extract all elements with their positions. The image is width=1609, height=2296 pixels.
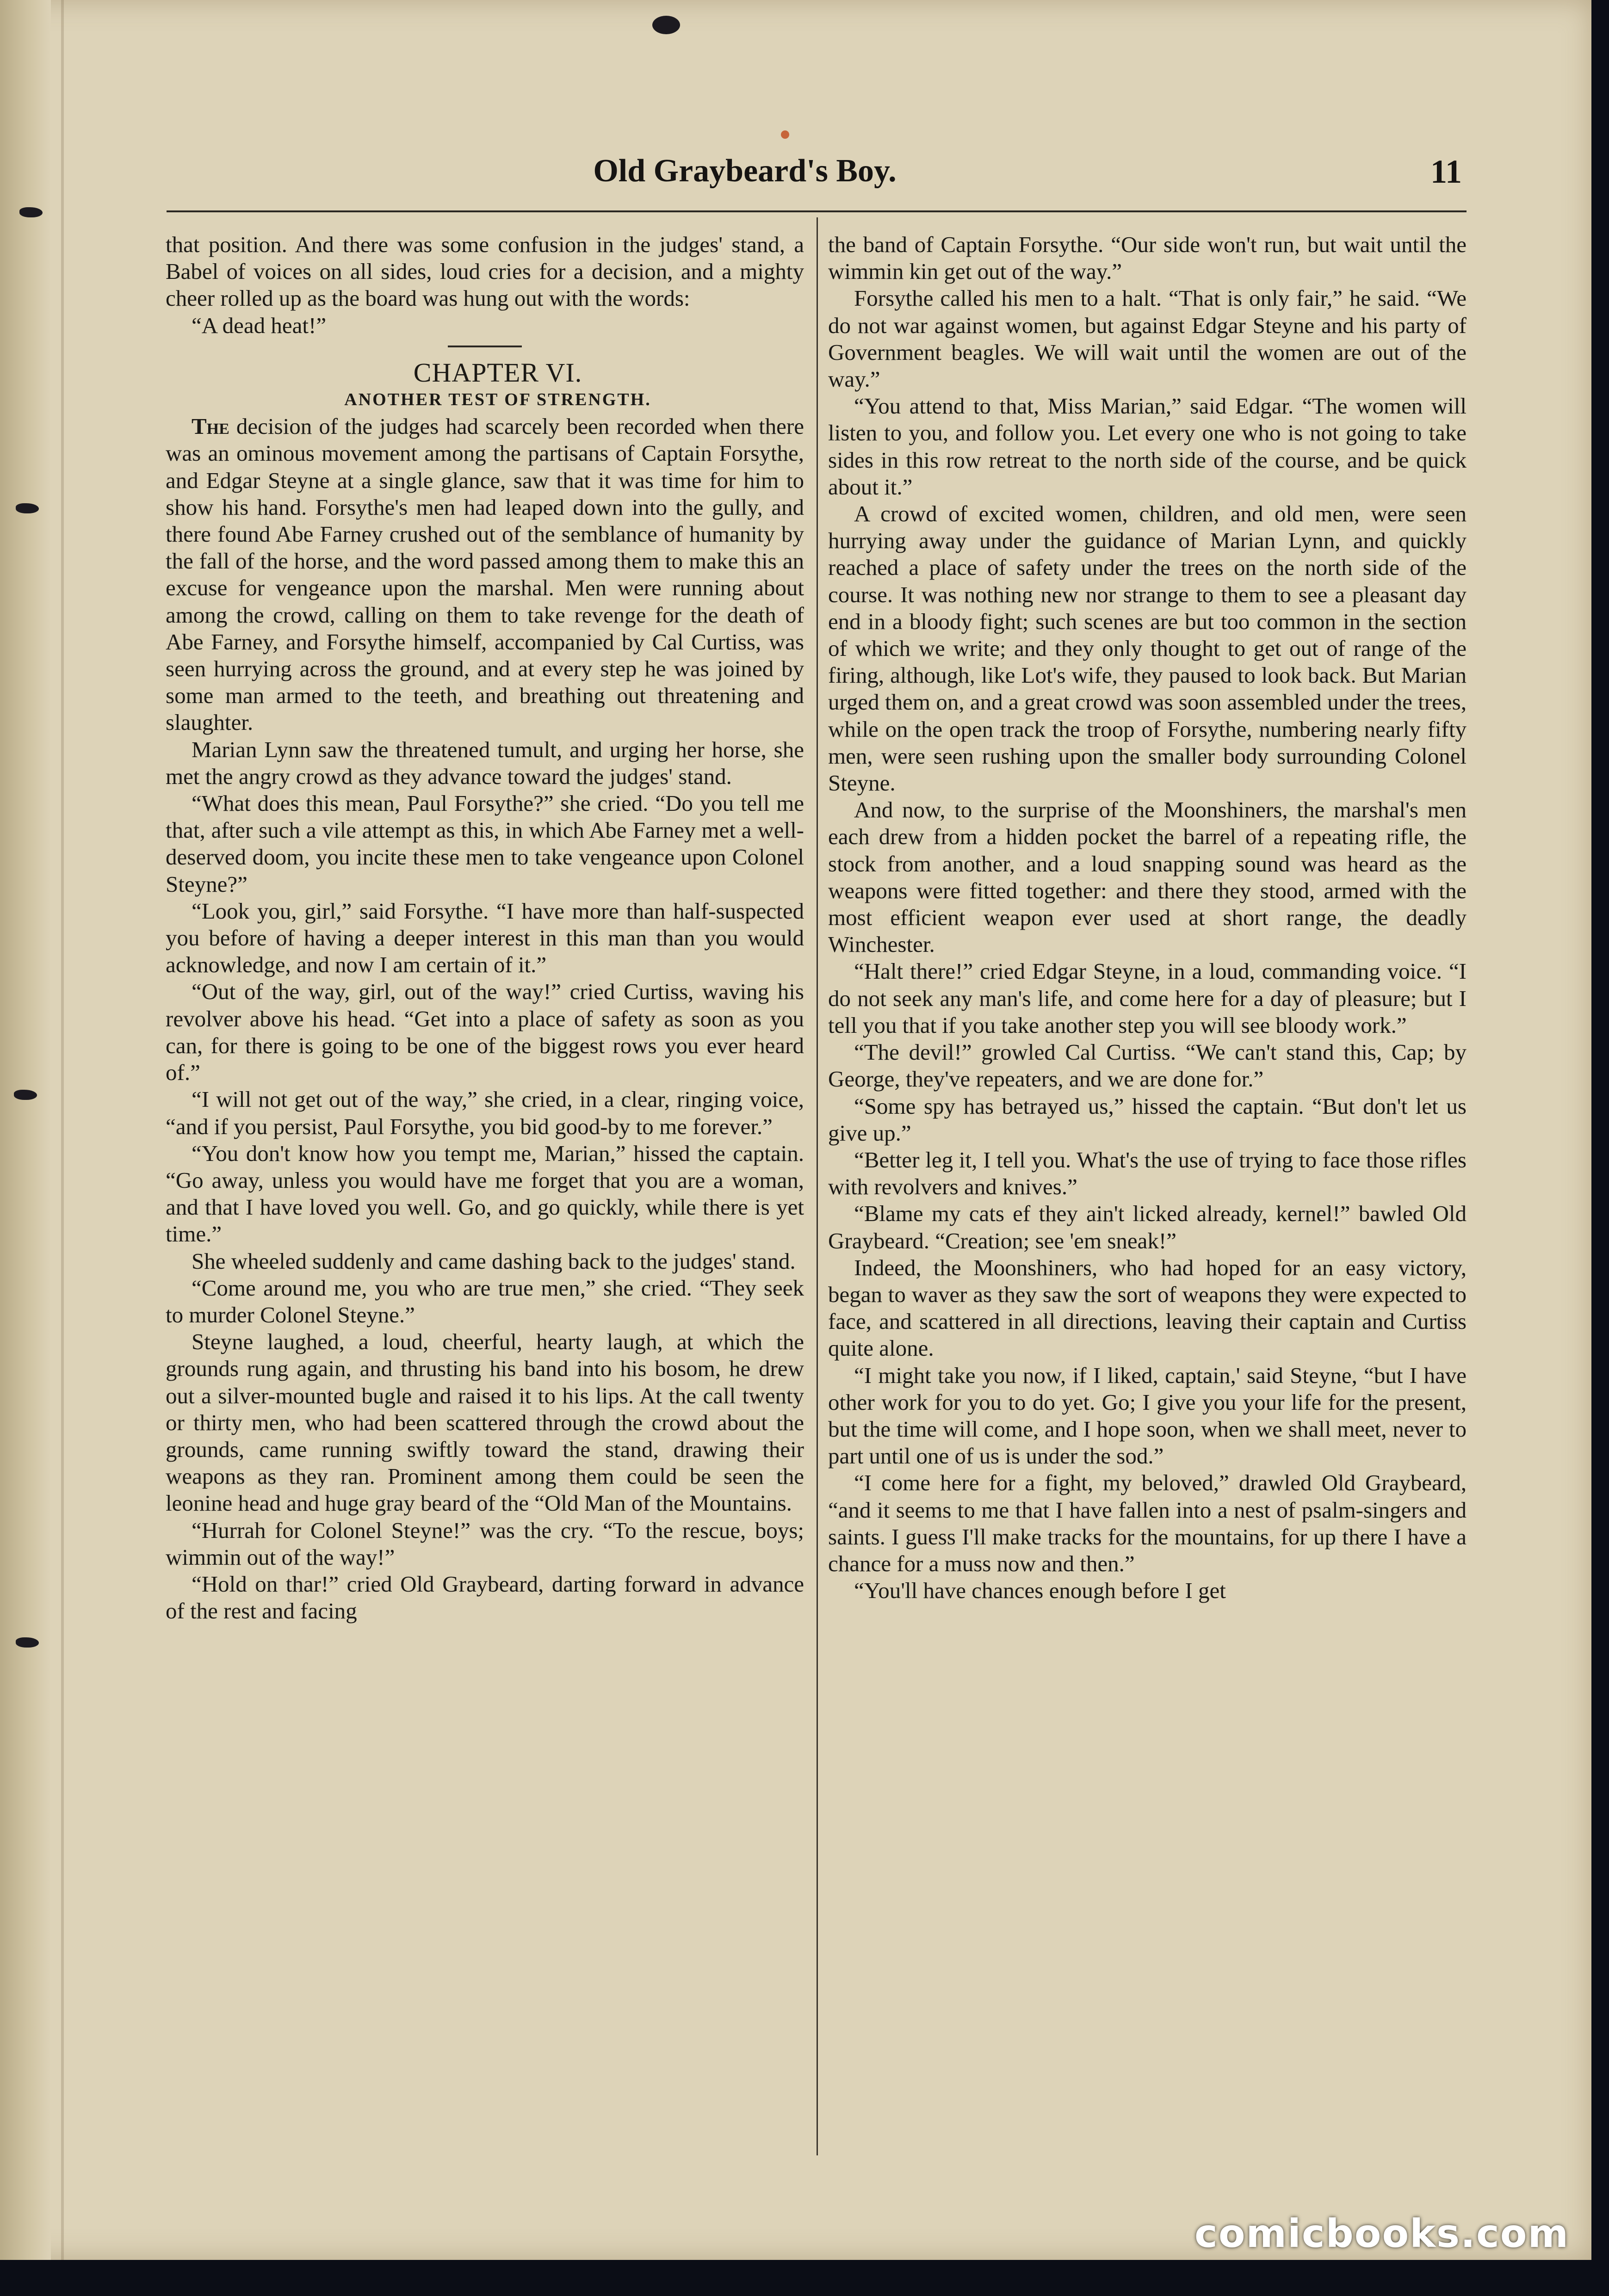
binding-stitch xyxy=(16,1637,39,1648)
paragraph: “Hold on thar!” cried Old Graybeard, darting forward in advance of the rest and facing xyxy=(166,1571,804,1624)
paragraph: “The devil!” growled Cal Curtiss. “We can't stand this, Cap; by George, they've repeaters, and we are done for.” xyxy=(828,1039,1467,1092)
site-watermark: comicbooks.com xyxy=(1194,2211,1569,2256)
paragraph: “I come here for a fight, my beloved,” drawled Old Graybeard, “and it seems to me that I have fallen into a nest of psalm-singers and saints. I guess I'll make tracks for the mountains, for up there I have a chance for a muss now and then.” xyxy=(828,1470,1467,1576)
paragraph: “A dead heat!” xyxy=(192,312,327,338)
paragraph: “I will not get out of the way,” she cried, in a clear, ringing voice, “and if you persist, Paul Forsythe, you bid good-by to me forever.” xyxy=(166,1086,804,1139)
binding-stitch xyxy=(16,503,39,513)
paragraph: She wheeled suddenly and came dashing back to the judges' stand. xyxy=(192,1248,796,1274)
paragraph: “Look you, girl,” said Forsythe. “I have more than half-suspected you before of having a deeper interest in this man than you would acknowledge, and now I am certain of it.” xyxy=(166,898,804,978)
paragraph: the band of Captain Forsythe. “Our side won't run, but wait until the wimmin kin get out of the way.” xyxy=(828,232,1467,284)
paragraph: “You don't know how you tempt me, Marian,” hissed the captain. “Go away, unless you would have me forget that you are a woman, and that I have loved you well. Go, and go quickly, while there is yet time.” xyxy=(166,1140,804,1247)
paragraph: Marian Lynn saw the threatened tumult, and urging her horse, she met the angry crowd as they advance toward the judges' stand. xyxy=(166,736,804,789)
page-number: 11 xyxy=(1430,153,1462,190)
chapter-opening-paragraph xyxy=(166,413,804,736)
paragraph: “Come around me, you who are true men,” she cried. “They seek to murder Colonel Steyne.” xyxy=(166,1275,804,1327)
paragraph: “Better leg it, I tell you. What's the use of trying to face those rifles with revolvers and knives.” xyxy=(828,1147,1467,1200)
page-spine xyxy=(0,0,51,2260)
section-rule xyxy=(448,346,522,347)
paragraph: Steyne laughed, a loud, cheerful, hearty laugh, at which the grounds rung again, and thrusting his band into his bosom, he drew out a silver-mounted bugle and raised it to his lips. At the call twenty or thirty men, who had been scattered through the crowd about the grounds, came running swiftly toward the stand, drawing their weapons as they ran. Prominent among them could be seen the leonine head and huge gray beard of the “Old Man of the Mountains. xyxy=(166,1329,804,1516)
paragraph: “You attend to that, Miss Marian,” said Edgar. “The women will listen to you, and follow you. Let every one who is not going to take sides in this row retreat to the north side of the course, and be quick about it.” xyxy=(828,393,1467,500)
opening-text: decision of the judges had scarcely been recorded when there was an ominous movement among the partisans of Captain Forsythe, and Edgar Steyne at a single glance, saw that it was time for him to show his hand. Forsythe's men had leaped down into the gully, and there found Abe Farney crushed out of the semblance of humanity by the fall of the horse, and the word passed among them to make this an excuse for vengeance upon the marshal. Men were running about among the crowd, calling on them to take revenge for the death of Abe Farney, and Forsythe himself, accompanied by Cal Curtiss, was seen hurrying across the ground, and at every step he was joined by some man armed to the teeth, and breathing out threatening and slaughter. xyxy=(166,414,804,735)
paragraph: “Out of the way, girl, out of the way!” cried Curtiss, waving his revolver above his head. “Get into a place of safety as soon as you can, for there is going to be one of the biggest rows you ever heard of.” xyxy=(166,979,804,1086)
paragraph: And now, to the surprise of the Moonshiners, the marshal's men each drew from a hidden pocket the barrel of a repeating rifle, the stock from another, and a loud snapping sound was heard as the weapons were fitted together: and there they stood, armed with the most efficient weapon ever used at short range, the deadly Winchester. xyxy=(828,797,1467,957)
chapter-subtitle: ANOTHER TEST OF STRENGTH. xyxy=(344,390,651,410)
paragraph: that position. And there was some confusion in the judges' stand, a Babel of voices on all sides, loud cries for a decision, and a mighty cheer rolled up as the board was hung out with the words: xyxy=(166,232,804,311)
binding-stitch xyxy=(19,207,43,217)
paragraph: “Halt there!” cried Edgar Steyne, in a loud, commanding voice. “I do not seek any man's life, and come here for a day of pleasure; but I tell you that if you take another step you will see bloody work.” xyxy=(828,958,1467,1038)
running-header xyxy=(167,153,1462,204)
paragraph: A crowd of excited women, children, and old men, were seen hurrying away under the guidance of Marian Lynn, and quickly reached a place of safety under the trees on the north side of the course. It was nothing new nor strange to them to see a pleasant day end in a bloody fight; such scenes are but too common in the section of which we write; and they only thought to get out of range of the firing, although, like Lot's wife, they paused to look back. But Marian urged them on, and a great crowd was soon assembled under the trees, while on the open track the troop of Forsythe, numbering nearly fifty men, were seen rushing upon the smaller body surrounding Colonel Steyne. xyxy=(828,501,1467,796)
paragraph: “Blame my cats ef they ain't licked already, kernel!” bawled Old Graybeard. “Creation; see 'em sneak!” xyxy=(828,1201,1467,1253)
paragraph: “Some spy has betrayed us,” hissed the captain. “But don't let us give up.” xyxy=(828,1093,1467,1146)
paragraph: “You'll have chances enough before I get xyxy=(854,1578,1226,1604)
paragraph: Indeed, the Moonshiners, who had hoped for an easy victory, began to waver as they saw the sort of weapons they were expected to face, and scattered in all directions, leaving their captain and Curtiss quite alone. xyxy=(828,1254,1467,1361)
paragraph: “Hurrah for Colonel Steyne!” was the cry. “To the rescue, boys; wimmin out of the way!” xyxy=(166,1517,804,1570)
ink-spot xyxy=(781,130,789,139)
header-rule xyxy=(167,210,1467,212)
right-column xyxy=(828,231,1467,2169)
running-title: Old Graybeard's Boy. xyxy=(593,153,897,189)
binding-stitch xyxy=(14,1090,37,1100)
paragraph: “I might take you now, if I liked, captain,' said Steyne, “but I have other work for you to do yet. Go; I give you your life for the present, but the time will come, and I hope soon, when we shall meet, never to part until one of us is under the sod.” xyxy=(828,1362,1467,1469)
column-divider xyxy=(817,217,818,2155)
opening-word: The xyxy=(192,414,229,439)
paragraph: Forsythe called his men to a halt. “That is only fair,” he said. “We do not war against women, but against Edgar Steyne and his party of Government beagles. We will wait until the women are out of the way.” xyxy=(828,285,1467,392)
chapter-title: CHAPTER VI. xyxy=(413,357,582,388)
binding-hole xyxy=(652,16,680,34)
spine-crease xyxy=(61,0,64,2260)
paragraph: “What does this mean, Paul Forsythe?” she cried. “Do you tell me that, after such a vile attempt as this, in which Abe Farney met a well-deserved doom, you incite these men to take vengeance upon Colonel Steyne?” xyxy=(166,790,804,897)
left-column xyxy=(166,231,804,2169)
